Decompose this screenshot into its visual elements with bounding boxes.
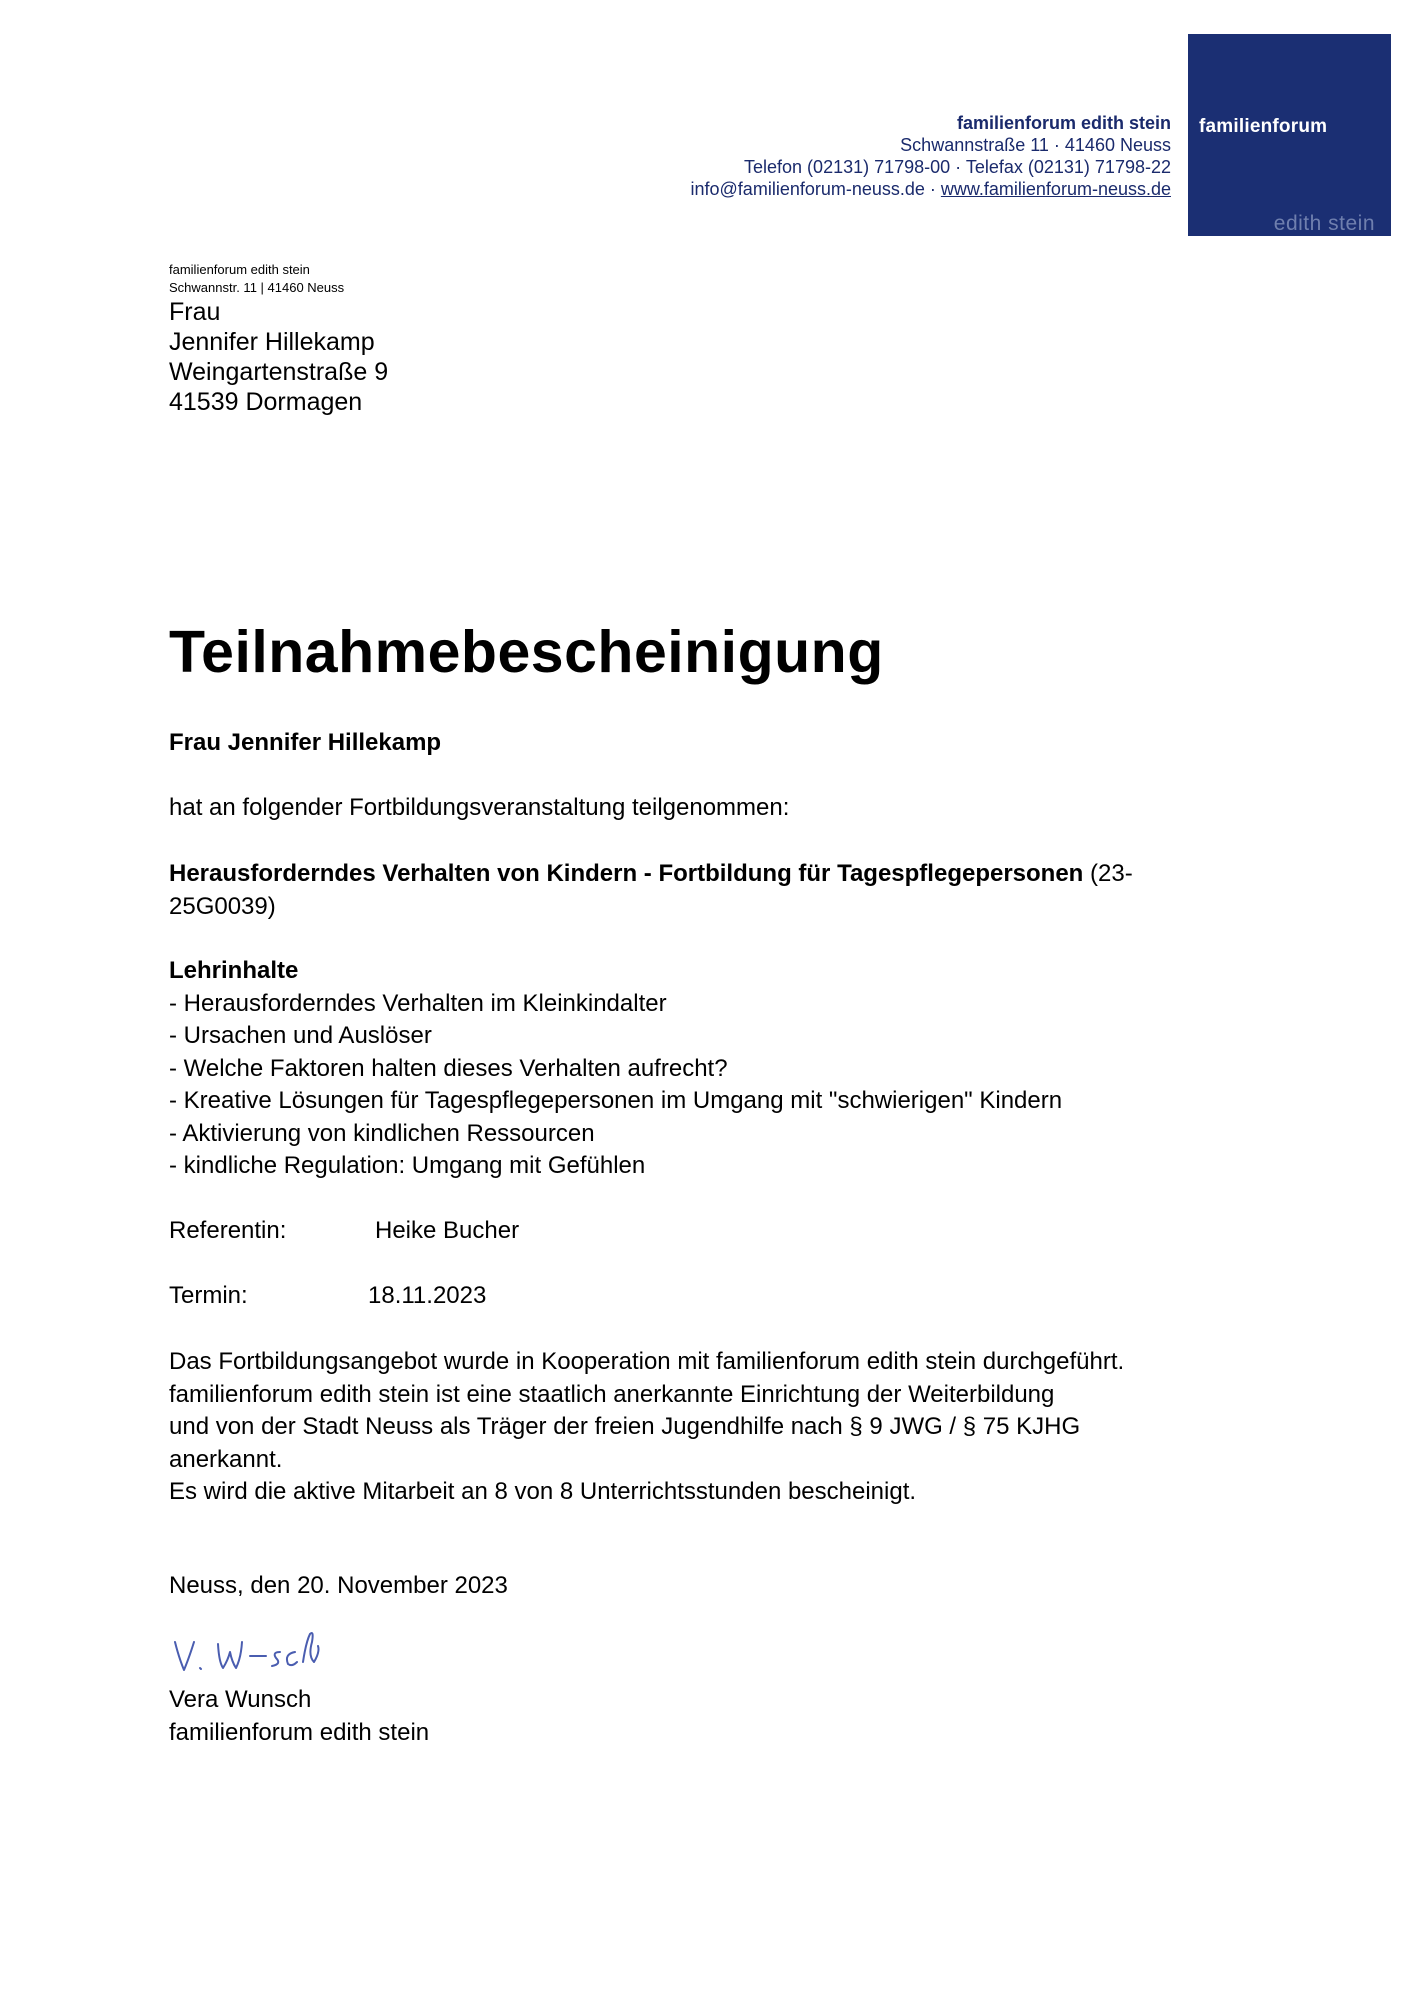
logo-text-familienforum: familienforum (1199, 116, 1328, 137)
participant-name: Frau Jennifer Hillekamp (169, 729, 442, 756)
sender-address: Schwannstr. 11 | 41460 Neuss (169, 280, 345, 295)
handwritten-signature (170, 1622, 350, 1684)
statement-text (169, 1346, 1124, 1509)
signatory-name: Vera Wunsch (169, 1686, 312, 1713)
sender-org: familienforum edith stein (169, 262, 310, 277)
website-link[interactable]: www.familienforum-neuss.de (940, 179, 1171, 199)
recipient-name: Jennifer Hillekamp (169, 328, 375, 356)
signatory-org: familienforum edith stein (169, 1718, 430, 1746)
statement-line: Das Fortbildungsangebot wurde in Kooperation mit familienforum edith stein durchgeführt. (169, 1348, 1125, 1375)
statement-line: und von der Stadt Neuss als Träger der freien Jugendhilfe nach § 9 JWG / § 75 KJHG (169, 1413, 1081, 1440)
letterhead-contact (691, 112, 1171, 200)
contents-item: - Aktivierung von kindlichen Ressourcen (169, 1119, 595, 1147)
contents-item: - Welche Faktoren halten dieses Verhalten aufrecht? (169, 1054, 728, 1082)
course-code-part2: 25G0039) (169, 892, 276, 920)
contents-item: - Kreative Lösungen für Tagespflegepersonen im Umgang mit "schwierigen" Kindern (169, 1087, 1063, 1114)
contents-item: - kindliche Regulation: Umgang mit Gefühlen (169, 1152, 646, 1179)
referent-value: Heike Bucher (375, 1217, 520, 1244)
course-code-part1: (23- (1083, 860, 1133, 887)
statement-line: anerkannt. (169, 1445, 283, 1473)
statement-line: Es wird die aktive Mitarbeit an 8 von 8 Unterrichtsstunden bescheinigt. (169, 1478, 917, 1505)
recipient-salutation: Frau (169, 298, 221, 326)
termin-value: 18.11.2023 (368, 1282, 487, 1309)
letterhead-email-web (691, 178, 1171, 200)
course-title-block (169, 858, 1133, 923)
statement-line: familienforum edith stein ist eine staatlich anerkannte Einrichtung der Weiterbildung (169, 1380, 1055, 1408)
logo-text-edith-stein: edith stein (1273, 212, 1375, 235)
letterhead-phone: Telefon (02131) 71798-00 · Telefax (02131) 71798-22 (744, 157, 1171, 177)
termin-label: Termin: (169, 1282, 248, 1309)
document-title: Teilnahmebescheinigung (169, 619, 884, 685)
email-link[interactable]: info@familienforum-neuss.de (690, 179, 925, 199)
contents-item: - Ursachen und Auslöser (169, 1022, 432, 1049)
recipient-address (169, 297, 388, 417)
recipient-street: Weingartenstraße 9 (169, 358, 389, 386)
familienforum-logo (1188, 34, 1391, 236)
course-title: Herausforderndes Verhalten von Kindern - Fortbildung für Tagespflegepersonen (169, 860, 1084, 887)
separator: · (924, 179, 941, 199)
letterhead-org: familienforum edith stein (956, 113, 1171, 133)
place-date: Neuss, den 20. November 2023 (169, 1572, 508, 1599)
sender-line (169, 261, 344, 297)
intro-text: hat an folgender Fortbildungsveranstaltung teilgenommen: (169, 794, 790, 821)
recipient-city: 41539 Dormagen (169, 388, 363, 416)
contents-item: - Herausforderndes Verhalten im Kleinkindalter (169, 989, 667, 1017)
course-contents (169, 955, 1062, 1183)
referent-label: Referentin: (169, 1217, 287, 1244)
signatory (169, 1684, 429, 1749)
letterhead-address: Schwannstraße 11 · 41460 Neuss (900, 135, 1171, 155)
contents-heading: Lehrinhalte (169, 957, 299, 984)
